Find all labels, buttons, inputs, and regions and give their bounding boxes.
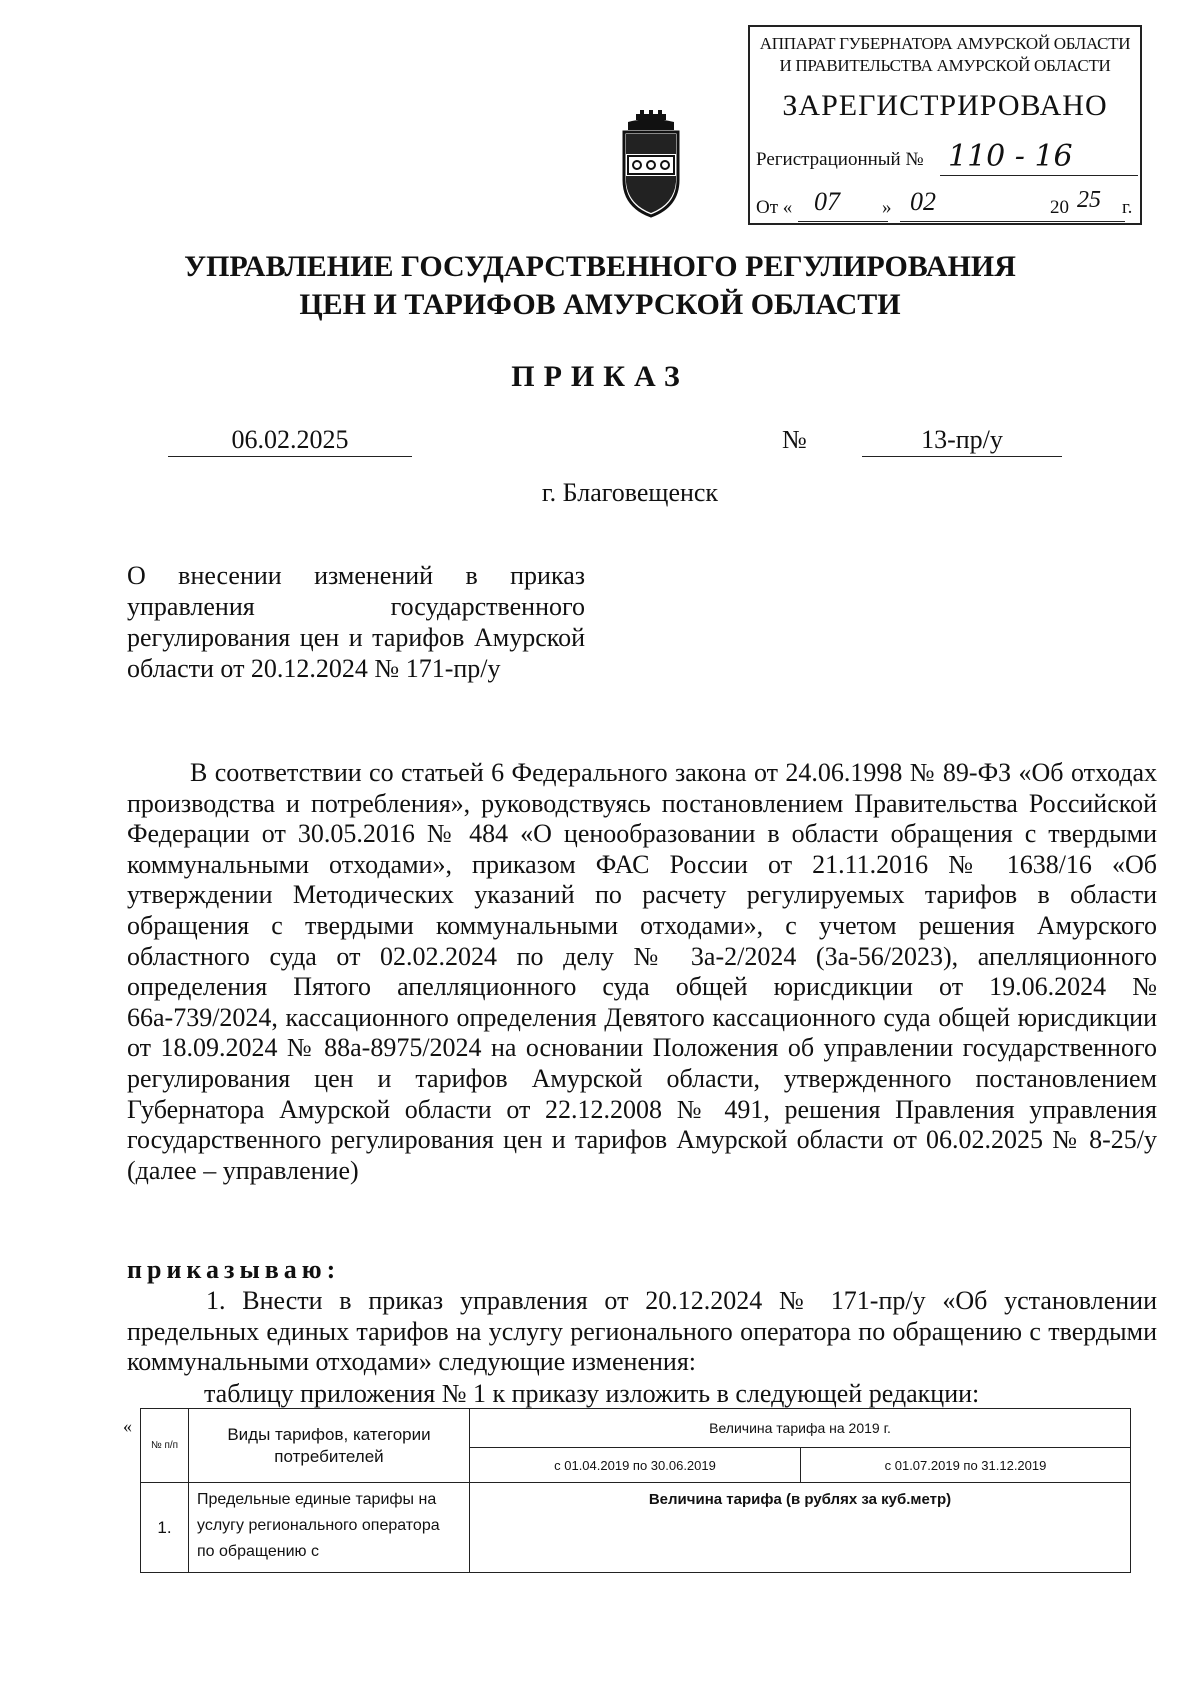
city-name: г. Благовещенск [541, 478, 719, 507]
stamp-day: 07 [814, 187, 840, 216]
stamp-month-underline [900, 221, 1125, 222]
table-intro-line: таблицу приложения № 1 к приказу изложить в следующей редакции: [204, 1379, 980, 1408]
stamp-day-underline [798, 221, 888, 222]
document-type-title: ПРИКАЗ [511, 360, 689, 393]
tariff-table [140, 1408, 1131, 1573]
stamp-year-prefix: 20 [1050, 197, 1069, 218]
preamble-paragraph: В соответствии со статьей 6 Федерального закона от 24.06.1998 № 89-ФЗ «Об отходах производства и потребления», руководствуясь постановлением Правительства Российской Федерации от 30.05.2016 № 484 «О ценообразовании в области обращения с твердыми коммунальными отходами», приказом ФАС России от 21.11.2016 № 1638/16 «Об утверждении Методических указаний по расчету регулируемых тарифов в области обращения с твердыми коммунальными отходами», с учетом решения Амурского областного суда от 02.02.2024 по делу № 3а-2/2024 (3а-56/2023), апелляционного определения Пятого апелляционного суда общей юрисдикции от 19.06.2024 № 66а-739/2024, кассационного определения Девятого кассационного суда общей юрисдикции от 18.09.2024 № 88а-8975/2024 на основании Положения об управлении государственного регулирования цен и тарифов Амурской области, утвержденного постановлением Губернатора Амурской области от 22.12.2008 № 491, решения Правления управления государственного регулирования цен и тарифов Амурской области от 06.02.2025 № 8-25/у (далее – управление) [127, 758, 1157, 1185]
registration-stamp [748, 25, 1142, 225]
table-header-period-1: с 01.04.2019 по 30.06.2019 [470, 1448, 801, 1483]
order-date-underline [168, 456, 412, 457]
stamp-reg-number: 110 - 16 [948, 139, 1073, 174]
table-header-period-2: с 01.07.2019 по 31.12.2019 [801, 1448, 1131, 1483]
agency-name-line1: УПРАВЛЕНИЕ ГОСУДАРСТВЕННОГО РЕГУЛИРОВАНИЯ [184, 250, 1016, 283]
table-row-number: 1. [141, 1483, 189, 1573]
orders-word: приказываю: [127, 1255, 341, 1284]
order-subject: О внесении изменений в приказ управления государственного регулирования цен и тарифов Амурской области от 20.12.2024 № 171-пр/у [127, 561, 585, 683]
order-number: 13-пр/у [921, 425, 1003, 454]
order-date: 06.02.2025 [231, 425, 349, 454]
table-row-label: Предельные единые тарифы на услугу регионального оператора по обращению с [189, 1483, 470, 1573]
stamp-reg-label: Регистрационный № [756, 149, 924, 170]
stamp-reg-underline [940, 175, 1138, 176]
table-row-unit: Величина тарифа (в рублях за куб.метр) [470, 1483, 1131, 1573]
agency-name-line2: ЦЕН И ТАРИФОВ АМУРСКОЙ ОБЛАСТИ [299, 288, 901, 321]
clause-1-paragraph: 1. Внести в приказ управления от 20.12.2024 № 171-пр/у «Об установлении предельных единых тарифов на услугу регионального оператора по обращению с твердыми коммунальными отходами» следующие изменения: [127, 1286, 1157, 1377]
stamp-title: ЗАРЕГИСТРИРОВАНО [782, 89, 1108, 122]
table-header-num: № п/п [141, 1409, 189, 1483]
table-header-kind: Виды тарифов, категории потребителей [189, 1409, 470, 1483]
order-number-underline [862, 456, 1062, 457]
amur-region-coat-of-arms-icon [618, 110, 684, 218]
stamp-day-close: » [882, 197, 892, 218]
table-header-value: Величина тарифа на 2019 г. [470, 1409, 1131, 1448]
stamp-org-line2: И ПРАВИТЕЛЬСТВА АМУРСКОЙ ОБЛАСТИ [779, 56, 1111, 75]
order-number-sign: № [782, 425, 807, 454]
quote-open-mark: « [123, 1416, 132, 1436]
stamp-year-handwritten: 25 [1077, 187, 1101, 213]
stamp-org-line1: АППАРАТ ГУБЕРНАТОРА АМУРСКОЙ ОБЛАСТИ [759, 34, 1131, 53]
stamp-from-label: От « [756, 197, 793, 218]
stamp-year-unit: г. [1122, 197, 1133, 218]
stamp-month: 02 [910, 187, 936, 216]
